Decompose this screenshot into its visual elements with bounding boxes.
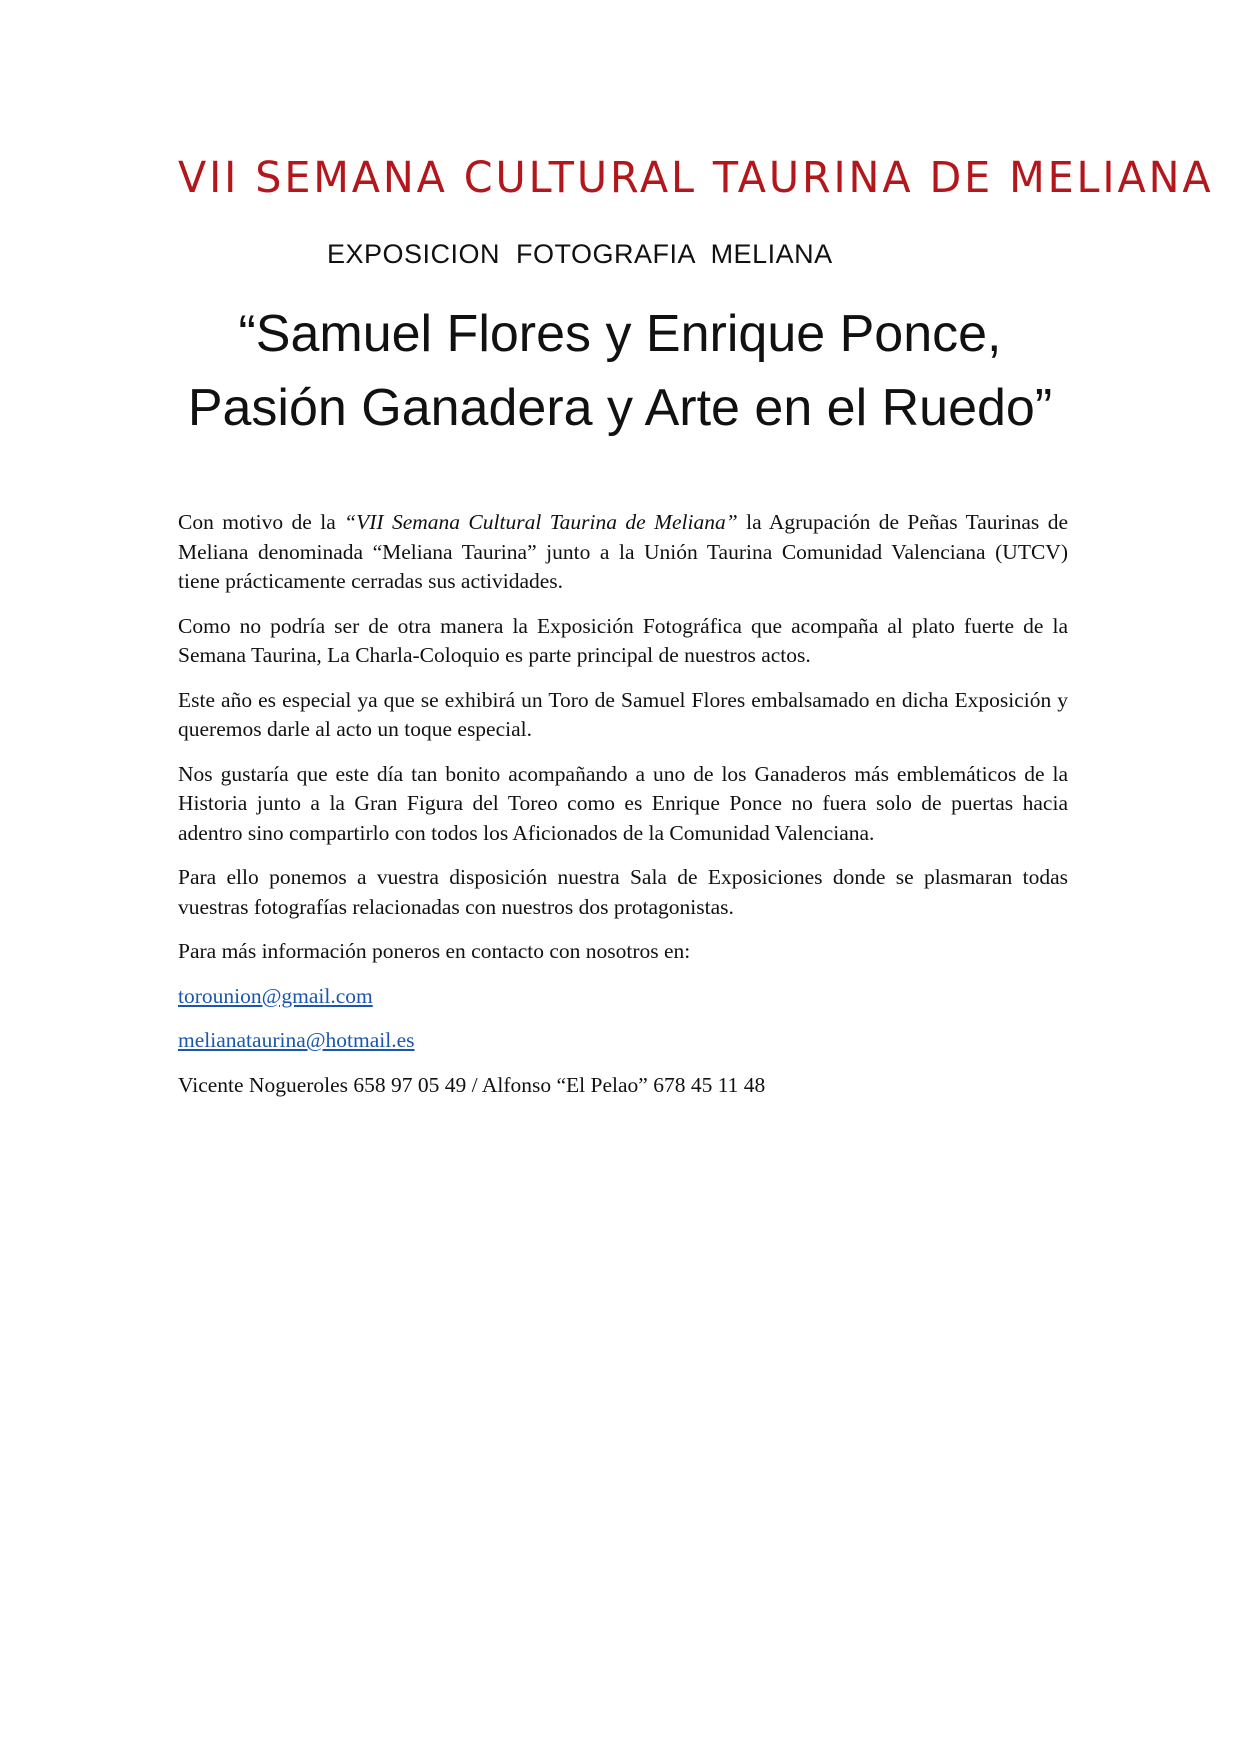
email-link-melianataurina[interactable]: melianataurina@hotmail.es — [178, 1028, 415, 1052]
paragraph-special-year: Este año es especial ya que se exhibirá un Toro de Samuel Flores embalsamado en dicha Exposición y queremos darle al acto un toque especial. — [178, 687, 1068, 741]
email-link-torounion[interactable]: torounion@gmail.com — [178, 983, 373, 1008]
paragraph-intro — [178, 508, 1068, 597]
paragraph-invitation: Nos gustaría que este día tan bonito acompañando a uno de los Ganaderos más emblemáticos de la Historia junto a la Gran Figura del Toreo como es Enrique Ponce no fuera solo de puertas hacia adentro sino compartirlo con todos los Aficionados de la Comunidad Valenciana. — [178, 761, 1068, 845]
event-banner-title: VII SEMANA CULTURAL TAURINA DE MELIANA — [178, 153, 1214, 203]
contact-email-2-line — [178, 1026, 1068, 1056]
contact-email-1-line — [178, 982, 1068, 1012]
exhibition-subheading: EXPOSICION FOTOGRAFIA MELIANA — [327, 239, 833, 269]
paragraph-exhibition: Como no podría ser de otra manera la Exposición Fotográfica que acompaña al plato fuerte de la Semana Taurina, La Charla-Coloquio es parte principal de nuestros actos. — [178, 613, 1068, 667]
event-name-italic: “VII Semana Cultural Taurina de Meliana” — [344, 510, 738, 534]
letter-body — [178, 508, 1068, 1115]
paragraph-contact-intro: Para más información poneros en contacto con nosotros en: — [178, 939, 691, 963]
exhibition-title — [160, 297, 1080, 445]
paragraph-intro-end: la Agrupación de Peñas Taurinas de Meliana denominada “Meliana Taurina” junto a la Unión Taurina Comunidad Valenciana (UTCV) tiene prácticamente cerradas sus actividades. — [178, 510, 1068, 593]
exhibition-title-line-2: Pasión Ganadera y Arte en el Ruedo” — [187, 379, 1053, 437]
paragraph-exhibition-room: Para ello ponemos a vuestra disposición nuestra Sala de Exposiciones donde se plasmaran todas vuestras fotografías relacionadas con nuestros dos protagonistas. — [178, 865, 1068, 919]
exhibition-title-line-1: “Samuel Flores y Enrique Ponce, — [238, 305, 1002, 363]
paragraph-intro-start: Con motivo de la — [178, 510, 345, 534]
contact-phones: Vicente Nogueroles 658 97 05 49 / Alfonso “El Pelao” 678 45 11 48 — [178, 1072, 766, 1097]
